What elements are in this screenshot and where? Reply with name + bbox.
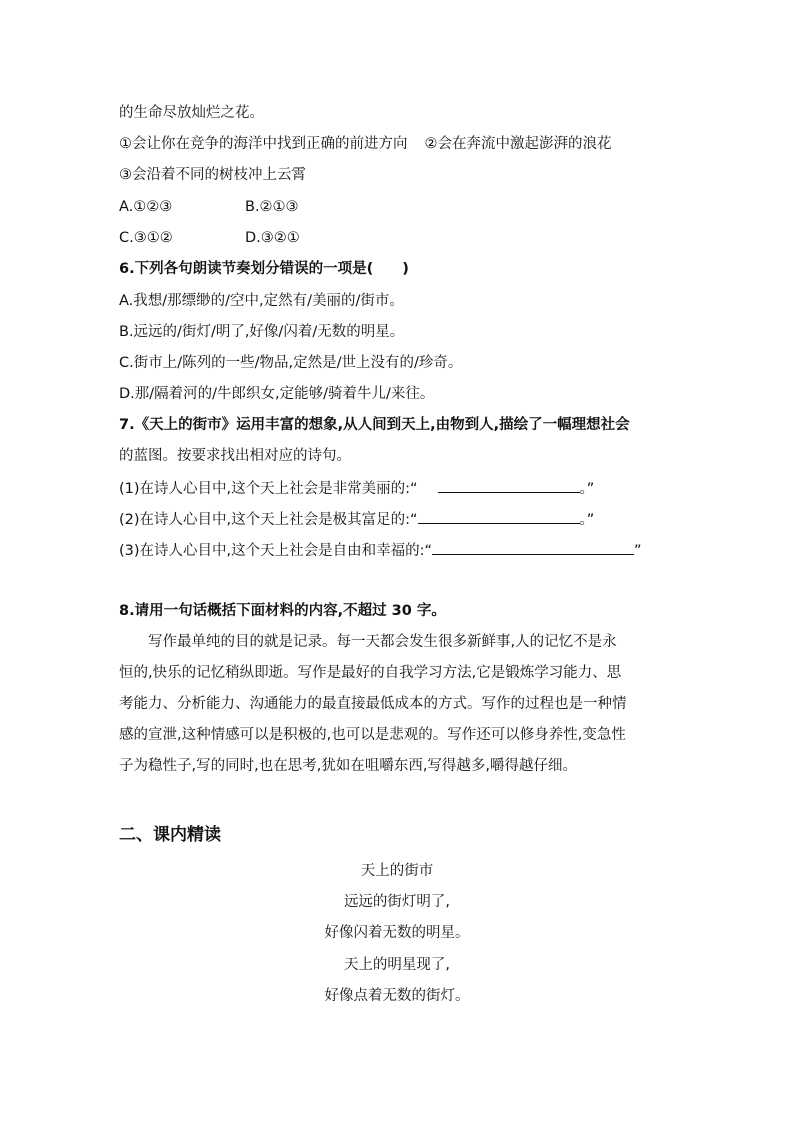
poem-line-4: 好像点着无数的街灯。 xyxy=(324,988,470,1004)
q8-paragraph-line-4: 感的宣泄,这种情感可以是积极的,也可以是悲观的。写作还可以修身养性,变急性 xyxy=(119,727,626,743)
q6-choice-b: B.远远的/街灯/明了,好像/闪着/无数的明星。 xyxy=(119,324,405,340)
q5-choice-d: D.③②① xyxy=(245,230,300,246)
q8-paragraph-line-5: 子为稳性子,写的同时,也在思考,犹如在咀嚼东西,写得越多,嚼得越仔细。 xyxy=(119,758,578,774)
q5-stem-continued: 的生命尽放灿烂之花。 xyxy=(119,105,264,121)
q8-stem: 8.请用一句话概括下面材料的内容,不超过 30 字。 xyxy=(119,603,446,619)
q7-sub-3-end: ” xyxy=(634,543,642,559)
q5-options-line-1 xyxy=(119,134,612,154)
q7-sub-1-text: (1)在诗人心目中,这个天上社会是非常美丽的:“ xyxy=(119,481,418,497)
q7-sub-2-end: 。” xyxy=(579,512,595,528)
q7-sub-2 xyxy=(119,508,594,530)
q7-sub-3-answer-blank[interactable] xyxy=(432,539,634,555)
q5-choice-c: C.③①② xyxy=(119,230,173,246)
q7-sub-1-answer-blank[interactable] xyxy=(438,477,580,493)
q8-paragraph-line-2: 恒的,快乐的记忆稍纵即逝。写作是最好的自我学习方法,它是锻炼学习能力、思 xyxy=(119,665,622,681)
q8-paragraph-line-1: 写作最单纯的目的就是记录。每一天都会发生很多新鲜事,人的记忆不是永 xyxy=(148,634,617,650)
q7-sub-1 xyxy=(119,477,594,499)
section-heading: 二、课内精读 xyxy=(119,825,221,845)
q8-paragraph-line-3: 考能力、分析能力、沟通能力的最直接最低成本的方式。写作的过程也是一种情 xyxy=(119,696,627,712)
q6-stem: 6.下列各句朗读节奏划分错误的一项是( ) xyxy=(119,261,409,277)
poem-line-1: 远远的街灯明了, xyxy=(343,894,451,910)
q7-stem-line-1: 7.《天上的街市》运用丰富的想象,从人间到天上,由物到人,描绘了一幅理想社会 xyxy=(119,417,630,433)
q6-choice-c: C.街市上/陈列的一些/物品,定然是/世上没有的/珍奇。 xyxy=(119,355,463,371)
q7-stem-line-2: 的蓝图。按要求找出相对应的诗句。 xyxy=(119,448,351,464)
q5-option-1-2a: ①会让你在竞争的海洋中找到正确的前进方向 xyxy=(119,136,408,152)
q5-option-3: ③会沿着不同的树枝冲上云霄 xyxy=(119,167,306,183)
q5-option-1-2b: ②会在奔流中激起澎湃的浪花 xyxy=(424,136,612,152)
q7-sub-3 xyxy=(119,539,642,561)
q6-choice-a: A.我想/那缥缈的/空中,定然有/美丽的/街市。 xyxy=(119,293,404,309)
poem-line-2: 好像闪着无数的明星。 xyxy=(324,925,470,941)
q5-choice-b: B.②①③ xyxy=(245,199,299,215)
poem-line-3: 天上的明星现了, xyxy=(343,957,451,973)
q6-choice-d: D.那/隔着河的/牛郎织女,定能够/骑着牛儿/来往。 xyxy=(119,386,435,402)
q5-choice-a: A.①②③ xyxy=(119,199,173,215)
q7-sub-3-text: (3)在诗人心目中,这个天上社会是自由和幸福的:“ xyxy=(119,543,433,559)
q7-sub-2-text: (2)在诗人心目中,这个天上社会是极其富足的:“ xyxy=(119,512,418,528)
poem-title: 天上的街市 xyxy=(360,863,434,879)
q7-sub-1-end: 。” xyxy=(579,481,595,497)
q7-sub-2-answer-blank[interactable] xyxy=(418,508,580,524)
